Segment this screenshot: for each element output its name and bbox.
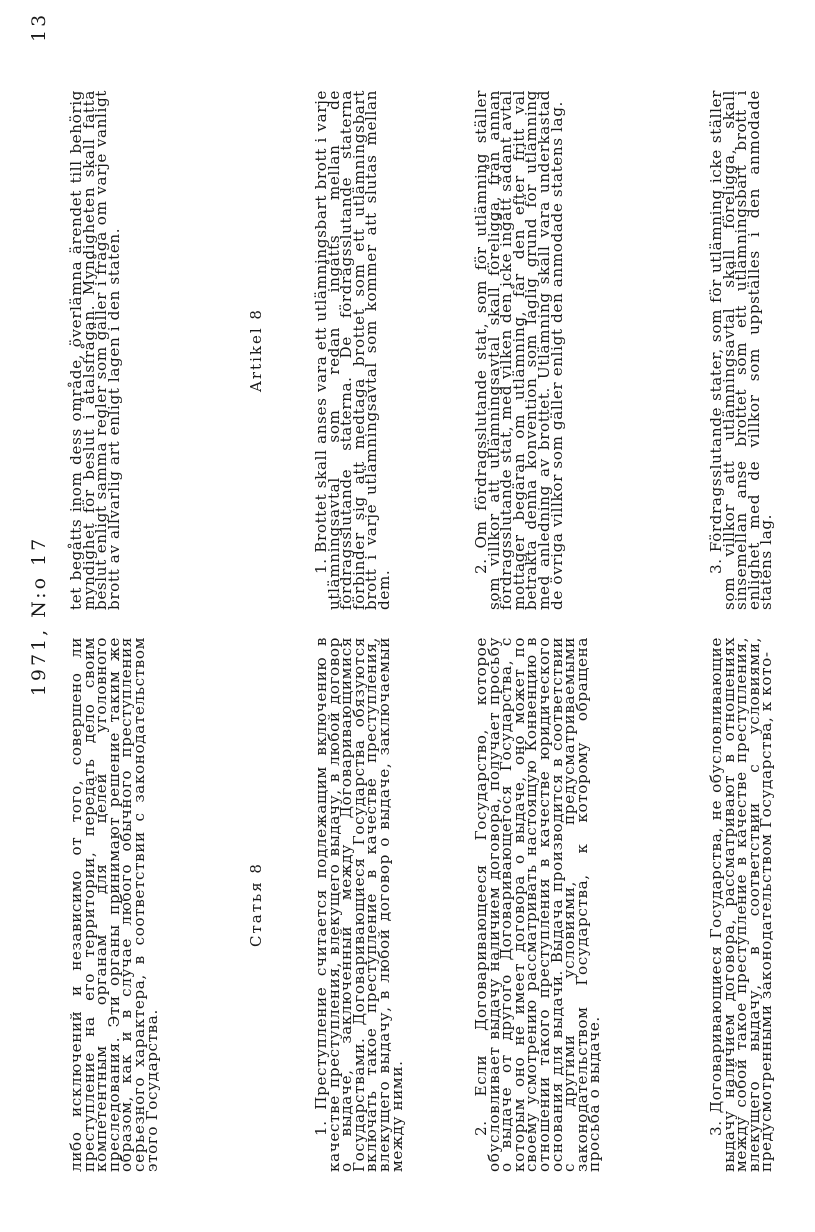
russian-paragraph-3: 3. Договаривающиеся Государства, не обусловливающие выдачу наличием договора, рассматривают в отношениях между собой такое преступление в качестве преступления, влекущего выдачу, в соответствии с условиями, предусмотренными законодательством Государства, к кото-: [707, 637, 776, 1172]
swedish-paragraph-2: 2. Om fördragsslutande stat, som för utlämning ställer som villkor att utlämningsavtal skall föreligga, från annan fördragsslutande stat, med vilken den icke ingått sådant avtal mottager begäran om utlämning, får den efter fritt val betrakta denna konvention som laglig grund för utlämning med anledning av brottet. Utlämning skall vara underkastad de övriga villkor som gäller enligt den anmodade statens lag.: [472, 90, 566, 610]
russian-intro-paragraph: либо исключений и независимо от того, совершено ли преступление на его территории, передать дело своим компетентным органам для целей уголовного преследования. Эти органы принимают решение таким же образом, как и в случае любого обычного преступления серьезного характера, в соответствии с законодательством этого Государства.: [67, 637, 161, 1172]
russian-paragraph-1: 1. Преступление считается подлежащим включению в качестве преступления, влекущего выдачу, в любой договор о выдаче, заключенный между Договаривающимися Государствами. Договаривающиеся Государства обязуются включать такое преступление в качестве преступления, влекущего выдачу, в любой договор о выдаче, заключаемый между ними.: [312, 637, 406, 1172]
swedish-intro-paragraph: tet begåtts inom dess område, överlämna ärendet till behörig myndighet för beslut i åtalsfrågan. Myndigheten skall fatta beslut enligt samma regler som gäller i fråga om varje vanligt brott av allvarlig art enligt lagen i den staten.: [67, 90, 123, 610]
russian-paragraph-2: 2. Если Договаривающееся Государство, которое обусловливает выдачу наличием договора, получает просьбу о выдаче от другого Договаривающегося Государства, с которым оно не имеет договора о выдаче, оно может по своему усмотрению рассматривать настоящую Конвенцию в отношении такого преступления в качестве юридического основания для выдачи. Выдача производится в соответствии с другими условиями, предусматриваемыми законодательством Государства, к которому обращена просьба о выдаче.: [472, 637, 604, 1172]
document-title: 1971, N:o 17: [28, 535, 50, 697]
swedish-paragraph-3: 3. Fördragsslutande stater, som för utlämning icke ställer som villkor att utlämningsavtal skall föreligga, skall sinsemellan anse brottet som ett utlämningsbart brott i enlighet med de villkor som uppställes i den anmodade statens lag.: [707, 90, 776, 610]
swedish-paragraph-1: 1. Brottet skall anses vara ett utlämningsbart brott i varje utlämningsavtal som redan ingåtts mellan de fördragsslutande staterna. De fördragsslutande staterna förbinder sig att medtaga brottet som ett utlämningsbart brott i varje utlämningsavtal som kommer att slutas mellan dem.: [312, 90, 393, 610]
page-header: [28, 0, 58, 1232]
swedish-article-heading: Artikel 8: [247, 308, 265, 392]
page-number: 13: [28, 11, 50, 42]
russian-article-heading: Статья 8: [247, 862, 265, 947]
